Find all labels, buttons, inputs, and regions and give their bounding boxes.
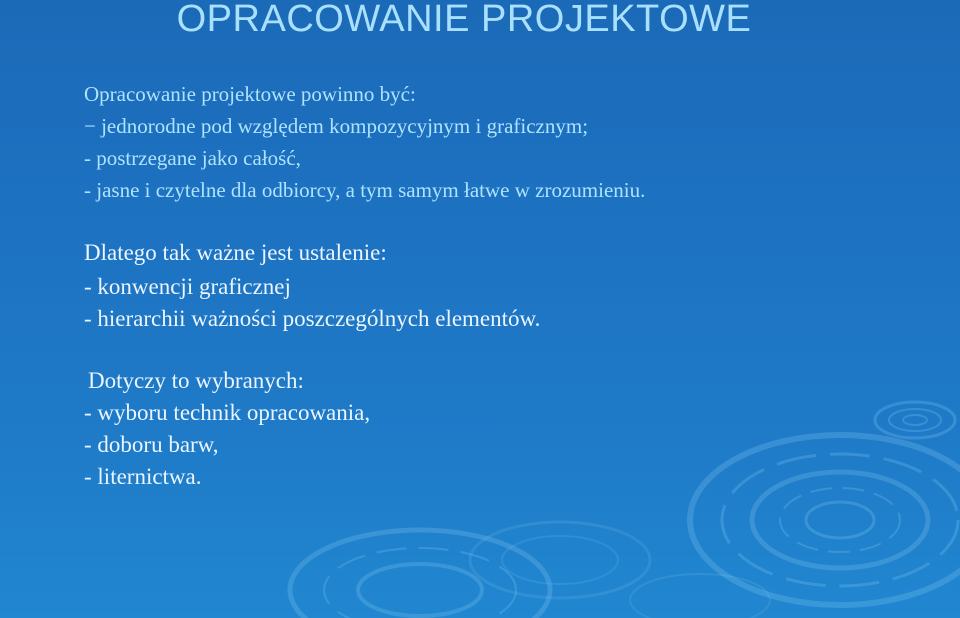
list-item: - postrzegane jako całość, [84,146,301,170]
list-item: - konwencji graficznej [84,274,291,299]
list-item: - hierarchii ważności poszczególnych elementów. [84,306,541,331]
section-heading: Dotyczy to wybranych: [88,368,304,393]
section-heading: Opracowanie projektowe powinno być: [84,82,416,106]
list-item: - liternictwa. [84,464,202,489]
slide-title: OPRACOWANIE PROJEKTOWE [176,0,752,40]
list-item: - doboru barw, [84,432,219,457]
list-item: - jasne i czytelne dla odbiorcy, a tym samym łatwe w zrozumieniu. [84,178,646,202]
list-item: - wyboru technik opracowania, [84,400,371,425]
list-item: − jednorodne pod względem kompozycyjnym i graficznym; [84,114,589,138]
section-heading: Dlatego tak ważne jest ustalenie: [84,240,387,265]
